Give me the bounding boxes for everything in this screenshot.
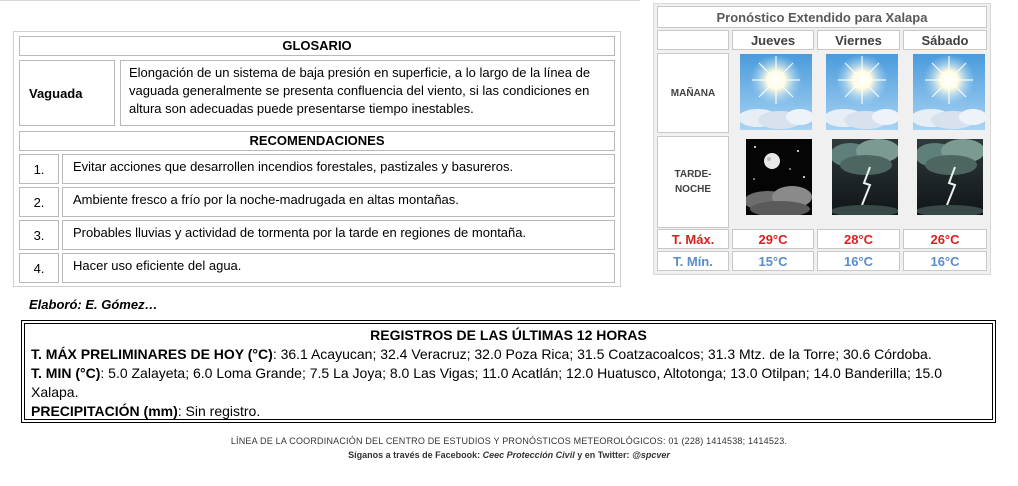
- forecast-corner-cell: [657, 30, 729, 50]
- sunny-icon: [740, 54, 812, 130]
- contact-line: LÍNEA DE LA COORDINACIÓN DEL CENTRO DE ESTUDIOS Y PRONÓSTICOS METEOROLÓGICOS: 01 (228) 1414538; 1414523.: [230, 436, 788, 446]
- tmax-label: T. Máx.: [657, 229, 729, 249]
- rec-text: Ambiente fresco a frío por la noche-madrugada en altas montañas.: [62, 187, 615, 217]
- records-title: REGISTROS DE LAS ÚLTIMAS 12 HORAS: [370, 327, 647, 343]
- rec-text: Probables lluvias y actividad de tormenta por la tarde en regiones de montaña.: [62, 220, 615, 250]
- day-header-2: Viernes: [817, 30, 900, 50]
- tmin-value: 16°C: [817, 251, 900, 271]
- forecast-title: Pronóstico Extendido para Xalapa: [657, 6, 987, 28]
- thunderstorm-icon: [832, 139, 898, 215]
- social-line: [0, 450, 1018, 460]
- glossary-definition: Elongación de un sistema de baja presión en superficie, a lo largo de la línea de vaguada generalmente se presenta confluencia del viento, si las condiciones en altura son adecuadas puede presentarse tiempo inestables.: [120, 60, 615, 126]
- glossary-recommendations-panel: [13, 31, 621, 287]
- tmax-value: 26°C: [903, 229, 987, 249]
- rec-number: 2.: [19, 187, 59, 217]
- glossary-term: Vaguada: [19, 60, 115, 126]
- day-header-3: Sábado: [903, 30, 987, 50]
- tmin-value: 15°C: [732, 251, 814, 271]
- tmin-value: 16°C: [903, 251, 987, 271]
- records-precip-label: PRECIPITACIÓN (mm): [31, 403, 178, 419]
- evening-label: [657, 136, 729, 228]
- glossary-header: GLOSARIO: [19, 36, 615, 56]
- sunny-icon: [826, 54, 898, 130]
- day-header-1: Jueves: [732, 30, 814, 50]
- social-facebook-prefix: Síganos a través de Facebook:: [348, 450, 481, 460]
- forecast-panel: [653, 3, 991, 275]
- top-rule: [0, 0, 640, 2]
- rec-number: 3.: [19, 220, 59, 250]
- evening-label-line2: NOCHE: [674, 184, 712, 195]
- records-tmax-line: [31, 345, 986, 364]
- records-tmin-label: T. MIN (°C): [31, 365, 101, 381]
- rec-text: Hacer uso eficiente del agua.: [62, 253, 615, 283]
- social-twitter-prefix: y en Twitter:: [577, 450, 630, 460]
- sunny-icon: [913, 54, 985, 130]
- rec-number: 1.: [19, 154, 59, 184]
- tmax-value: 28°C: [817, 229, 900, 249]
- records-precip-line: [31, 402, 986, 421]
- records-precip-text: : Sin registro.: [177, 403, 261, 419]
- author-line: Elaboró: E. Gómez…: [29, 297, 158, 312]
- twitter-handle: @spcver: [632, 450, 670, 460]
- night-clear-icon: [746, 139, 812, 215]
- records-tmax-label: T. MÁX PRELIMINARES DE HOY (°C): [31, 346, 273, 362]
- recommendations-header: RECOMENDACIONES: [19, 131, 615, 151]
- rec-number: 4.: [19, 253, 59, 283]
- evening-label-line1: TARDE-: [674, 169, 712, 180]
- records-tmin-line: [31, 364, 986, 402]
- records-tmin-text: : 5.0 Zalayeta; 6.0 Loma Grande; 7.5 La Joya; 8.0 Las Vigas; 11.0 Acatlán; 12.0 Huatusco, Altotonga; 13.0 Otilpan; 14.0 Banderilla; 15.0 Xalapa.: [31, 365, 942, 400]
- facebook-handle: Ceec Protección Civil: [482, 450, 575, 460]
- morning-label: MAÑANA: [657, 53, 729, 133]
- tmin-label: T. Mín.: [657, 251, 729, 271]
- thunderstorm-icon: [917, 139, 983, 215]
- records-box: [21, 320, 996, 423]
- records-tmax-text: : 36.1 Acayucan; 32.4 Veracruz; 32.0 Poza Rica; 31.5 Coatzacoalcos; 31.3 Mtz. de la Torre; 30.6 Córdoba.: [272, 346, 932, 362]
- tmax-value: 29°C: [732, 229, 814, 249]
- rec-text: Evitar acciones que desarrollen incendios forestales, pastizales y basureros.: [62, 154, 615, 184]
